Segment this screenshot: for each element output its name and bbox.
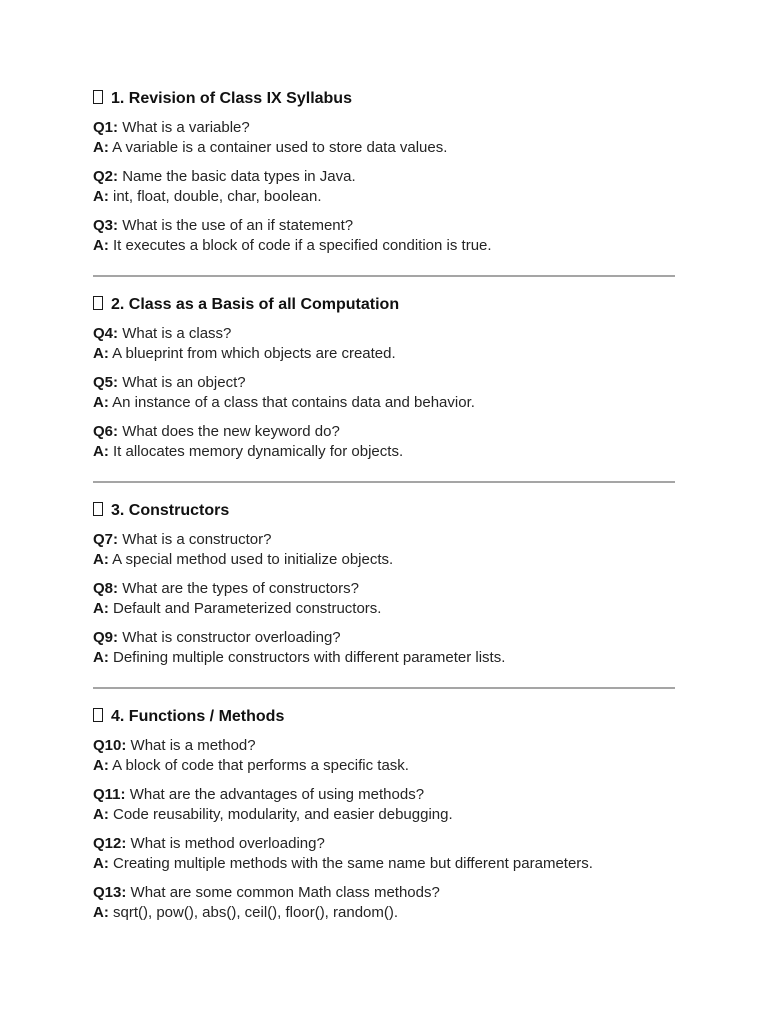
answer-text: A blueprint from which objects are created. [112, 345, 396, 362]
section-heading-text: 3. Constructors [111, 502, 230, 519]
question-label: Q12: [93, 835, 127, 852]
question-label: Q6: [93, 423, 119, 440]
answer-label: A: [93, 139, 109, 156]
section-functions-methods [93, 707, 675, 923]
section-constructors [93, 501, 675, 668]
qa-question-line [93, 834, 675, 854]
qa-question-line [93, 373, 675, 393]
question-label: Q10: [93, 737, 127, 754]
qa-answer-line [93, 550, 675, 570]
question-text: Name the basic data types in Java. [122, 168, 356, 185]
qa-question-line [93, 167, 675, 187]
answer-label: A: [93, 600, 109, 617]
answer-text: Default and Parameterized constructors. [113, 600, 382, 617]
answer-text: Code reusability, modularity, and easier debugging. [113, 806, 453, 823]
qa-block [93, 422, 675, 462]
answer-text: sqrt(), pow(), abs(), ceil(), floor(), random(). [113, 904, 399, 921]
answer-text: A variable is a container used to store data values. [112, 139, 448, 156]
qa-block [93, 736, 675, 776]
section-divider [93, 275, 675, 277]
missing-glyph-icon [93, 90, 103, 104]
missing-glyph-icon [93, 708, 103, 722]
answer-text: A block of code that performs a specific task. [112, 757, 409, 774]
question-label: Q11: [93, 786, 126, 803]
qa-block [93, 118, 675, 158]
missing-glyph-icon [93, 296, 103, 310]
question-text: What is method overloading? [130, 835, 325, 852]
question-text: What are the advantages of using methods? [129, 786, 425, 803]
question-text: What are some common Math class methods? [130, 884, 440, 901]
qa-answer-line [93, 187, 675, 207]
answer-label: A: [93, 904, 109, 921]
answer-text: It executes a block of code if a specified condition is true. [113, 237, 492, 254]
qa-answer-line [93, 393, 675, 413]
qa-answer-line [93, 854, 675, 874]
qa-answer-line [93, 805, 675, 825]
qa-block [93, 628, 675, 668]
qa-question-line [93, 118, 675, 138]
qa-answer-line [93, 236, 675, 256]
qa-question-line [93, 216, 675, 236]
qa-block [93, 785, 675, 825]
question-label: Q7: [93, 531, 119, 548]
qa-answer-line [93, 599, 675, 619]
answer-label: A: [93, 649, 109, 666]
section-divider [93, 481, 675, 483]
qa-question-line [93, 579, 675, 599]
qa-block [93, 373, 675, 413]
answer-label: A: [93, 237, 109, 254]
missing-glyph-icon [93, 502, 103, 516]
section-heading-text: 2. Class as a Basis of all Computation [111, 296, 400, 313]
qa-answer-line [93, 442, 675, 462]
qa-block [93, 216, 675, 256]
qa-question-line [93, 628, 675, 648]
question-text: What is an object? [122, 374, 246, 391]
answer-label: A: [93, 806, 109, 823]
answer-text: An instance of a class that contains data and behavior. [112, 394, 475, 411]
question-label: Q9: [93, 629, 119, 646]
qa-answer-line [93, 648, 675, 668]
question-label: Q13: [93, 884, 127, 901]
section-heading-text: 1. Revision of Class IX Syllabus [111, 90, 352, 107]
question-text: What is a variable? [122, 119, 250, 136]
question-text: What is constructor overloading? [122, 629, 341, 646]
answer-text: int, float, double, char, boolean. [113, 188, 322, 205]
answer-label: A: [93, 394, 109, 411]
answer-text: It allocates memory dynamically for objects. [113, 443, 404, 460]
qa-block [93, 324, 675, 364]
question-label: Q8: [93, 580, 119, 597]
question-text: What does the new keyword do? [122, 423, 340, 440]
answer-label: A: [93, 757, 109, 774]
question-label: Q4: [93, 325, 119, 342]
section-class-basis-computation [93, 295, 675, 462]
qa-block [93, 579, 675, 619]
question-text: What is the use of an if statement? [122, 217, 354, 234]
question-label: Q3: [93, 217, 119, 234]
answer-label: A: [93, 551, 109, 568]
qa-block [93, 167, 675, 207]
qa-question-line [93, 883, 675, 903]
question-text: What is a constructor? [122, 531, 272, 548]
qa-question-line [93, 736, 675, 756]
section-heading-text: 4. Functions / Methods [111, 708, 285, 725]
section-heading [93, 707, 675, 726]
qa-block [93, 883, 675, 923]
qa-question-line [93, 422, 675, 442]
qa-block [93, 834, 675, 874]
qa-answer-line [93, 344, 675, 364]
question-text: What is a method? [130, 737, 256, 754]
qa-answer-line [93, 138, 675, 158]
question-text: What is a class? [122, 325, 232, 342]
qa-question-line [93, 530, 675, 550]
section-heading [93, 89, 675, 108]
answer-label: A: [93, 188, 109, 205]
answer-text: Creating multiple methods with the same name but different parameters. [113, 855, 593, 872]
qa-answer-line [93, 756, 675, 776]
answer-label: A: [93, 345, 109, 362]
answer-label: A: [93, 855, 109, 872]
qa-block [93, 530, 675, 570]
question-label: Q2: [93, 168, 119, 185]
question-text: What are the types of constructors? [122, 580, 359, 597]
section-heading [93, 295, 675, 314]
section-revision-class-ix [93, 89, 675, 256]
qa-question-line [93, 324, 675, 344]
qa-question-line [93, 785, 675, 805]
section-heading [93, 501, 675, 520]
question-label: Q1: [93, 119, 119, 136]
question-label: Q5: [93, 374, 119, 391]
answer-text: Defining multiple constructors with different parameter lists. [113, 649, 506, 666]
answer-label: A: [93, 443, 109, 460]
qa-answer-line [93, 903, 675, 923]
section-divider [93, 687, 675, 689]
answer-text: A special method used to initialize objects. [112, 551, 394, 568]
